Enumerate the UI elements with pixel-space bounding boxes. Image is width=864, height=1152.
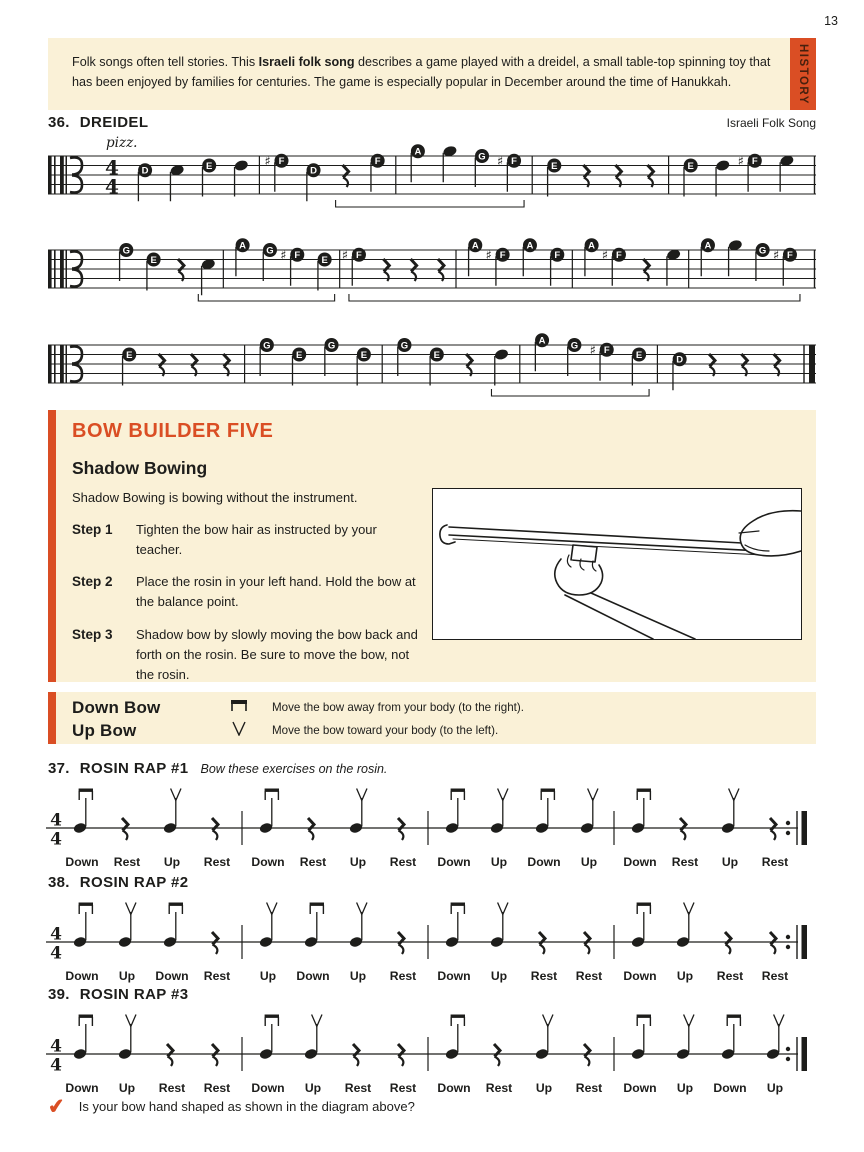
step-row-1: [72, 520, 424, 560]
svg-text:A: A: [414, 146, 422, 158]
svg-text:4: 4: [50, 943, 62, 964]
svg-text:♯: ♯: [496, 154, 504, 170]
svg-text:Up: Up: [676, 969, 694, 983]
svg-text:E: E: [126, 349, 133, 361]
svg-text:E: E: [150, 254, 157, 266]
svg-text:A: A: [538, 335, 546, 347]
svg-text:Rest: Rest: [113, 855, 141, 869]
svg-text:♯: ♯: [264, 154, 271, 170]
exercise-credit: Israeli Folk Song: [726, 116, 816, 130]
svg-text:4: 4: [50, 829, 62, 850]
svg-text:F: F: [787, 250, 793, 262]
svg-text:Up: Up: [490, 969, 508, 983]
exercise-number: 39.: [48, 986, 70, 1003]
svg-text:Rest: Rest: [761, 969, 789, 983]
svg-text:Rest: Rest: [389, 1081, 417, 1095]
svg-text:4: 4: [50, 924, 62, 945]
svg-text:G: G: [327, 340, 336, 352]
up-bow-row: [72, 720, 498, 741]
accent-bar: [48, 410, 56, 682]
svg-text:4: 4: [105, 174, 119, 199]
svg-text:G: G: [266, 245, 274, 257]
svg-text:Rest: Rest: [203, 969, 231, 983]
svg-text:Up: Up: [535, 1081, 553, 1095]
svg-text:♯: ♯: [601, 248, 609, 264]
svg-text:Rest: Rest: [203, 855, 231, 869]
svg-text:G: G: [478, 151, 486, 163]
svg-text:Down: Down: [437, 969, 471, 983]
svg-text:F: F: [294, 250, 301, 262]
svg-text:Rest: Rest: [299, 855, 327, 869]
svg-text:E: E: [551, 160, 558, 172]
exercise-title: ROSIN RAP #3: [79, 986, 189, 1003]
svg-text:F: F: [751, 156, 758, 168]
svg-text:Up: Up: [580, 855, 598, 869]
music-staff-line-2: [48, 228, 816, 320]
svg-text:A: A: [526, 240, 534, 252]
svg-text:4: 4: [50, 810, 62, 831]
svg-text:E: E: [360, 349, 368, 361]
up-bow-term: Up Bow: [72, 720, 137, 740]
exercise-number: 37.: [48, 760, 70, 777]
svg-text:G: G: [570, 340, 579, 352]
bow-builder-title: BOW BUILDER FIVE: [72, 420, 274, 442]
svg-text:Down: Down: [155, 969, 189, 983]
music-staff-line-1: [48, 134, 816, 226]
svg-text:Rest: Rest: [485, 1081, 513, 1095]
svg-text:♯: ♯: [485, 248, 492, 264]
svg-text:4: 4: [50, 1055, 62, 1076]
bow-definitions-box: [48, 692, 816, 744]
exercise-39-header: [48, 986, 816, 1003]
svg-text:Up: Up: [118, 1081, 136, 1095]
svg-text:Down: Down: [65, 855, 99, 869]
exercise-37-header: [48, 760, 816, 777]
svg-text:Down: Down: [251, 855, 285, 869]
step-list: [72, 520, 424, 697]
svg-text:Down: Down: [623, 1081, 657, 1095]
svg-text:Down: Down: [65, 969, 99, 983]
svg-text:Rest: Rest: [761, 855, 789, 869]
svg-text:E: E: [206, 160, 213, 172]
svg-text:F: F: [554, 250, 561, 262]
svg-text:Up: Up: [676, 1081, 694, 1095]
down-bow-row: [72, 697, 524, 718]
svg-text:G: G: [263, 340, 271, 352]
history-text: Folk songs often tell stories. This Israeli folk song describes a game played with a dreidel, a small table-top spinning toy that has been enjoyed by families for centuries. The game is especially popular in December around the time of Hanukkah.: [72, 55, 771, 90]
svg-text:Rest: Rest: [203, 1081, 231, 1095]
bow-builder-box: [48, 410, 816, 682]
svg-text:G: G: [758, 245, 767, 257]
shadow-bowing-heading: Shadow Bowing: [72, 458, 208, 478]
exercise-number: 36.: [48, 114, 70, 131]
svg-text:Down: Down: [713, 1081, 747, 1095]
step-text: Shadow bow by slowly moving the bow back and forth on the rosin. Be sure to move the bow, not the rosin.: [136, 626, 418, 682]
svg-text:Down: Down: [65, 1081, 99, 1095]
svg-text:A: A: [239, 240, 247, 252]
step-text: Place the rosin in your left hand. Hold the bow at the balance point.: [136, 574, 416, 610]
exercise-title: ROSIN RAP #2: [79, 874, 189, 891]
page-number: 13: [824, 14, 838, 28]
svg-text:D: D: [676, 354, 684, 366]
shadow-bowing-intro: Shadow Bowing is bowing without the instrument.: [72, 490, 358, 505]
svg-text:Up: Up: [259, 969, 277, 983]
svg-text:E: E: [687, 160, 694, 172]
svg-text:Rest: Rest: [716, 969, 744, 983]
svg-text:Rest: Rest: [389, 969, 417, 983]
step-label: Step 3: [72, 626, 113, 642]
down-bow-icon: [230, 697, 272, 718]
svg-text:F: F: [356, 250, 362, 262]
svg-text:F: F: [616, 250, 622, 262]
rhythm-staff-37: [44, 782, 824, 874]
exercise-38-header: [48, 874, 816, 891]
svg-text:Down: Down: [623, 855, 657, 869]
svg-text:F: F: [278, 156, 285, 168]
svg-text:Down: Down: [527, 855, 561, 869]
svg-text:G: G: [400, 340, 409, 352]
step-row-2: [72, 572, 424, 612]
svg-text:E: E: [296, 349, 303, 361]
check-icon: ✔: [46, 1095, 66, 1119]
svg-text:A: A: [471, 240, 479, 252]
up-bow-desc: Move the bow toward your body (to the left).: [272, 724, 499, 737]
svg-text:Up: Up: [163, 855, 181, 869]
bow-hand-illustration: [432, 488, 802, 640]
step-label: Step 2: [72, 574, 113, 590]
svg-text:F: F: [511, 156, 517, 168]
svg-text:Down: Down: [437, 855, 471, 869]
history-tab: [790, 38, 816, 110]
svg-text:G: G: [122, 245, 130, 257]
step-label: Step 1: [72, 522, 113, 537]
svg-text:Rest: Rest: [389, 855, 417, 869]
svg-text:E: E: [433, 349, 440, 361]
check-question-row: [48, 1094, 415, 1119]
svg-text:Down: Down: [623, 969, 657, 983]
exercise-number: 38.: [48, 874, 70, 891]
rhythm-staff-38: [44, 896, 824, 988]
svg-text:Up: Up: [349, 969, 367, 983]
step-row-3: [72, 625, 424, 685]
svg-text:Rest: Rest: [575, 969, 603, 983]
history-tab-label: HISTORY: [797, 43, 809, 105]
svg-text:Rest: Rest: [158, 1081, 186, 1095]
svg-text:4: 4: [105, 155, 119, 180]
svg-text:♯: ♯: [280, 248, 287, 264]
rhythm-staff-39: [44, 1008, 824, 1100]
svg-text:♯: ♯: [341, 248, 349, 264]
svg-text:D: D: [141, 165, 149, 177]
svg-text:Rest: Rest: [344, 1081, 372, 1095]
svg-text:4: 4: [50, 1036, 62, 1057]
down-bow-desc: Move the bow away from your body (to the right).: [272, 701, 524, 714]
svg-text:♯: ♯: [737, 154, 744, 170]
svg-text:A: A: [588, 240, 596, 252]
svg-text:F: F: [374, 156, 381, 168]
svg-text:Up: Up: [721, 855, 739, 869]
svg-text:Up: Up: [490, 855, 508, 869]
exercise-subtitle: Bow these exercises on the rosin.: [200, 762, 388, 776]
check-question-text: Is your bow hand shaped as shown in the diagram above?: [78, 1099, 415, 1114]
svg-text:Down: Down: [437, 1081, 471, 1095]
svg-text:D: D: [310, 165, 317, 177]
svg-text:pizz.: pizz.: [106, 135, 138, 151]
step-text: Tighten the bow hair as instructed by your teacher.: [136, 522, 377, 558]
svg-text:Down: Down: [251, 1081, 285, 1095]
svg-text:E: E: [635, 349, 643, 361]
svg-text:Rest: Rest: [530, 969, 558, 983]
svg-text:F: F: [603, 345, 610, 357]
svg-text:♯: ♯: [589, 343, 596, 359]
svg-text:Up: Up: [766, 1081, 784, 1095]
svg-text:E: E: [321, 254, 328, 266]
down-bow-term: Down Bow: [72, 697, 161, 717]
svg-text:Rest: Rest: [671, 855, 699, 869]
svg-text:♯: ♯: [772, 248, 780, 264]
svg-text:Rest: Rest: [575, 1081, 603, 1095]
exercise-title: ROSIN RAP #1: [79, 760, 189, 777]
exercise-36-header: [48, 114, 816, 131]
svg-text:Up: Up: [349, 855, 367, 869]
up-bow-icon: [230, 720, 272, 741]
svg-text:Up: Up: [118, 969, 136, 983]
svg-text:A: A: [704, 240, 712, 252]
svg-text:Up: Up: [304, 1081, 322, 1095]
accent-bar: [48, 692, 56, 744]
svg-text:F: F: [499, 250, 506, 262]
music-staff-line-3: [48, 323, 816, 415]
history-box: [48, 38, 790, 110]
svg-text:Down: Down: [296, 969, 330, 983]
exercise-title: DREIDEL: [79, 114, 149, 131]
